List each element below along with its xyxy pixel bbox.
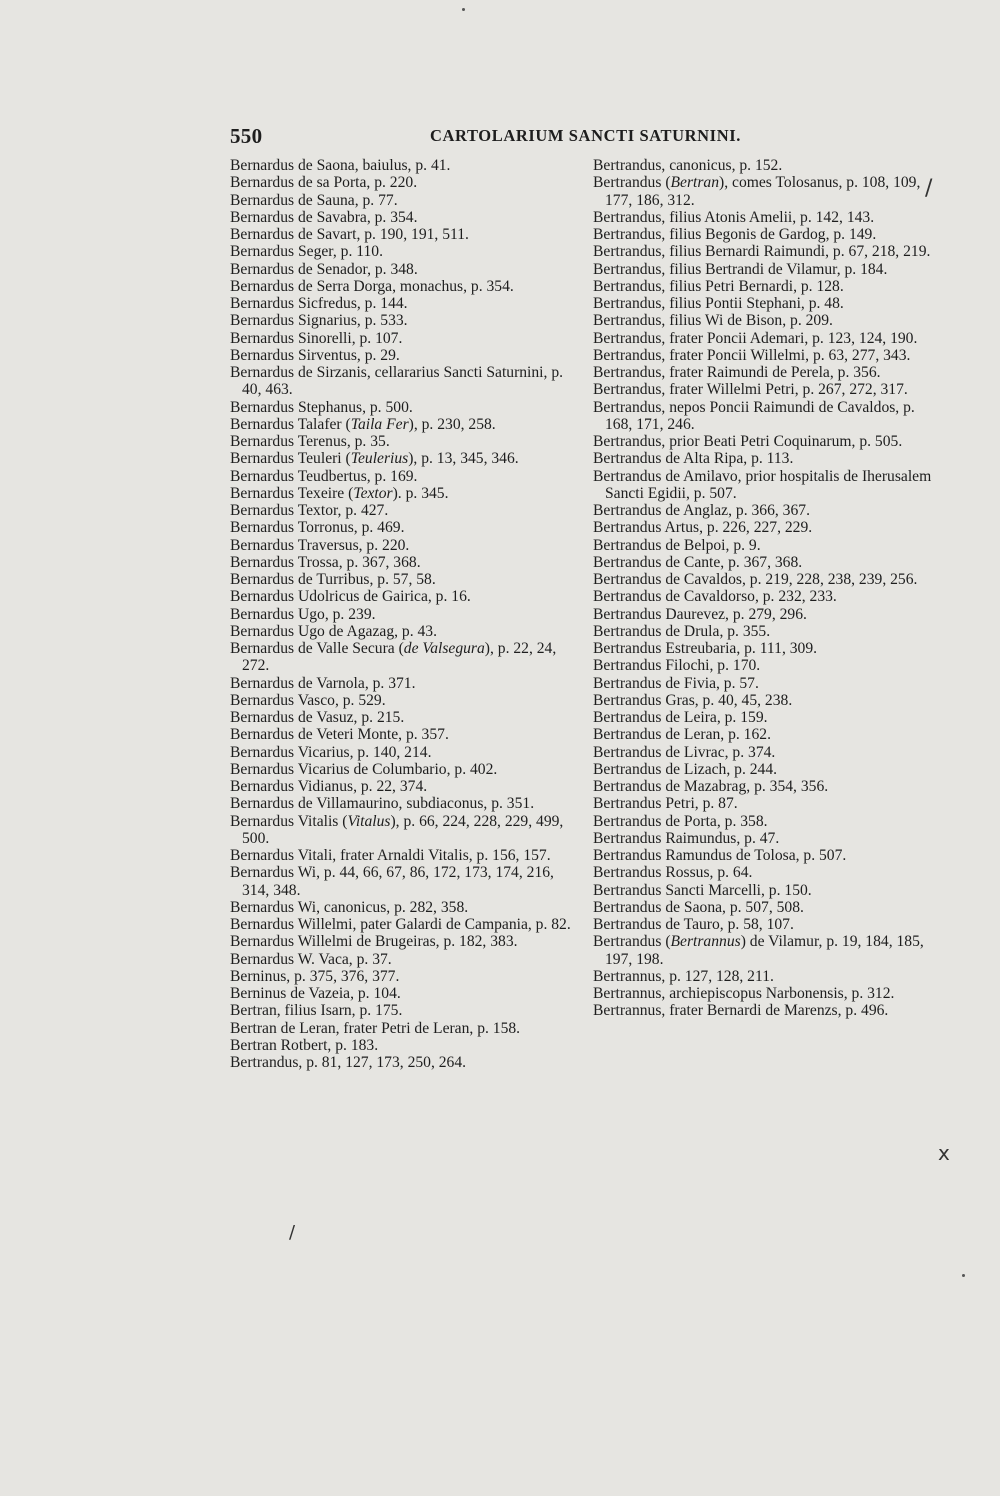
margin-check-mark: x [938, 1141, 950, 1165]
index-entry: Bertrandus de Cante, p. 367, 368. [593, 553, 803, 571]
index-entry: Bernardus de Veteri Monte, p. 357. [230, 726, 449, 744]
index-entry: Bertrannus, archiepiscopus Narbonensis, p. 312. [593, 985, 895, 1002]
index-entry: Bernardus Seger, p. 110. [230, 243, 383, 261]
index-entry: Bernardus de Villamaurino, subdiaconus, p. 351. [230, 795, 535, 813]
index-entry: Bertrandus de Tauro, p. 58, 107. [593, 916, 794, 933]
index-entry: Bertrandus, filius Petri Bernardi, p. 128. [593, 277, 844, 295]
index-entry: Bernardus Trossa, p. 367, 368. [230, 553, 421, 571]
index-entry: Bernardus Sirventus, p. 29. [230, 346, 400, 364]
index-entry: Bernardus de Senador, p. 348. [230, 260, 418, 278]
index-entry: Bernardus Sinorelli, p. 107. [230, 329, 403, 347]
index-entry: Bernardus Vicarius de Columbario, p. 402. [230, 760, 498, 778]
speck [962, 1274, 965, 1277]
index-entry: Bernardus Ugo de Agazag, p. 43. [230, 622, 437, 640]
index-entry: Bertrandus, p. 81, 127, 173, 250, 264. [230, 1054, 467, 1071]
index-entry: Bertrandus, filius Pontii Stephani, p. 48. [593, 295, 844, 312]
index-entry: Bertrandus de Belpoi, p. 9. [593, 536, 761, 554]
index-entry: Bernardus Willelmi de Brugeiras, p. 182, 383. [230, 933, 518, 951]
index-entry: Bernardus Talafer (Taila Fer), p. 230, 258. [230, 415, 496, 433]
index-entry: Bertrandus de Leran, p. 162. [593, 726, 771, 744]
index-entry: Bernardus Textor, p. 427. [230, 502, 389, 519]
index-entry: Bernardus de Savabra, p. 354. [230, 208, 418, 226]
index-entry: Bertrandus, frater Poncii Willelmi, p. 63, 277, 343. [593, 346, 911, 364]
index-entry: Bertrandus, nepos Poncii Raimundi de Cavaldos, p. 168, 171, 246. [593, 398, 915, 433]
index-entry: Bertrandus Sancti Marcelli, p. 150. [593, 881, 812, 899]
index-entry: Bernardus de Sirzanis, cellararius Sancti Saturnini, p. 40, 463. [230, 364, 564, 399]
index-entry: Bertrandus de Fivia, p. 57. [593, 674, 759, 692]
index-entry: Bertrandus (Bertrannus) de Vilamur, p. 19, 184, 185, 197, 198. [593, 933, 924, 968]
index-entry: Bertrandus de Saona, p. 507, 508. [593, 898, 804, 916]
index-entry: Bernardus Stephanus, p. 500. [230, 398, 413, 416]
index-entry: Bernardus Vasco, p. 529. [230, 691, 386, 709]
index-entry: Bertrandus Rossus, p. 64. [593, 864, 753, 882]
index-entry: Bertrandus de Porta, p. 358. [593, 812, 768, 830]
index-entry: Bernardus Torronus, p. 469. [230, 519, 405, 537]
index-entry: Bertrandus, filius Wi de Bison, p. 209. [593, 312, 833, 330]
index-entry: Bertrandus Artus, p. 226, 227, 229. [593, 519, 813, 537]
index-entry: Bertrandus Daurevez, p. 279, 296. [593, 605, 807, 623]
page-number: 550 [230, 124, 263, 148]
index-entry: Bernardus de Sauna, p. 77. [230, 191, 398, 209]
index-entry: Bertrandus de Anglaz, p. 366, 367. [593, 502, 810, 519]
index-entry: Bernardus Udolricus de Gairica, p. 16. [230, 588, 471, 606]
running-title: CARTOLARIUM SANCTI SATURNINI. [430, 126, 741, 145]
index-entry: Bernardus de Vasuz, p. 215. [230, 709, 405, 726]
index-entry: Berninus, p. 375, 376, 377. [230, 967, 400, 985]
index-entry: Bertrandus, filius Begonis de Gardog, p. 149. [593, 226, 877, 243]
index-entry: Bertrandus, prior Beati Petri Coquinarum, p. 505. [593, 433, 903, 450]
index-column-left [230, 157, 575, 1071]
stray-pencil-mark: / [289, 1222, 296, 1243]
index-entry: Bertrandus, frater Willelmi Petri, p. 267, 272, 317. [593, 381, 908, 399]
index-entry: Bernardus Vitali, frater Arnaldi Vitalis, p. 156, 157. [230, 847, 551, 864]
index-entry: Bertrannus, frater Bernardi de Marenzs, p. 496. [593, 1002, 889, 1020]
index-entry: Bernardus Wi, canonicus, p. 282, 358. [230, 898, 469, 916]
index-entry: Bertrandus, frater Poncii Ademari, p. 123, 124, 190. [593, 329, 918, 347]
index-entry: Bernardus Teudbertus, p. 169. [230, 467, 418, 485]
index-entry: Bertrandus Gras, p. 40, 45, 238. [593, 691, 793, 709]
index-entry: Bertrandus de Lizach, p. 244. [593, 760, 778, 778]
index-entry: Bernardus Willelmi, pater Galardi de Campania, p. 82. [230, 916, 571, 933]
index-entry: Bernardus de Valle Secura (de Valsegura), p. 22, 24, 272. [230, 640, 557, 675]
index-entry: Bertrandus Estreubaria, p. 111, 309. [593, 640, 818, 657]
index-entry: Bernardus Texeire (Textor). p. 345. [230, 484, 449, 502]
index-entry: Bertrandus, filius Bernardi Raimundi, p. 67, 218, 219. [593, 243, 931, 261]
margin-pencil-mark: / [925, 176, 933, 201]
index-entry: Bertrandus de Cavaldos, p. 219, 228, 238, 239, 256. [593, 571, 918, 588]
index-entry: Bertrandus de Drula, p. 355. [593, 622, 771, 640]
index-entry: Bertrandus, filius Atonis Amelii, p. 142, 143. [593, 208, 875, 226]
index-entry: Bernardus Vidianus, p. 22, 374. [230, 778, 428, 795]
index-entry: Bernardus W. Vaca, p. 37. [230, 950, 392, 968]
index-entry: Bernardus de Saona, baiulus, p. 41. [230, 157, 451, 174]
index-entry: Bertrandus, filius Bertrandi de Vilamur, p. 184. [593, 260, 888, 278]
page-header [230, 124, 930, 152]
index-entry: Berninus de Vazeia, p. 104. [230, 985, 401, 1002]
index-entry: Bernardus Wi, p. 44, 66, 67, 86, 172, 173, 174, 216, 314, 348. [230, 864, 554, 899]
index-entry: Bertrandus de Cavaldorso, p. 232, 233. [593, 588, 837, 606]
index-entry: Bertrannus, p. 127, 128, 211. [593, 967, 774, 985]
index-entry: Bernardus Signarius, p. 533. [230, 312, 408, 330]
index-entry: Bernardus Traversus, p. 220. [230, 536, 410, 554]
index-entry: Bertrandus, canonicus, p. 152. [593, 157, 783, 174]
index-entry: Bertrandus de Mazabrag, p. 354, 356. [593, 778, 829, 795]
speck [462, 8, 465, 11]
index-entry: Bertrandus Petri, p. 87. [593, 795, 738, 813]
index-entry: Bertrandus de Amilavo, prior hospitalis de Iherusalem Sancti Egidii, p. 507. [593, 467, 932, 502]
index-entry: Bertran, filius Isarn, p. 175. [230, 1002, 403, 1020]
index-entry: Bertrandus, frater Raimundi de Perela, p. 356. [593, 364, 881, 381]
index-entry: Bernardus Sicfredus, p. 144. [230, 295, 408, 312]
index-entry: Bertrandus Ramundus de Tolosa, p. 507. [593, 847, 847, 864]
index-entry: Bertrandus Raimundus, p. 47. [593, 829, 780, 847]
index-entry: Bernardus de sa Porta, p. 220. [230, 174, 418, 192]
index-entry: Bernardus Vicarius, p. 140, 214. [230, 743, 432, 761]
index-entry: Bernardus Terenus, p. 35. [230, 433, 390, 450]
index-entry: Bernardus Teuleri (Teulerius), p. 13, 345, 346. [230, 450, 519, 468]
index-entry: Bertrandus de Alta Ripa, p. 113. [593, 450, 794, 468]
index-entry: Bernardus Ugo, p. 239. [230, 605, 376, 623]
index-entry: Bertran de Leran, frater Petri de Leran, p. 158. [230, 1019, 521, 1037]
index-entry: Bernardus de Savart, p. 190, 191, 511. [230, 226, 469, 243]
index-entry: Bertrandus (Bertran), comes Tolosanus, p. 108, 109, 177, 186, 312. [593, 174, 921, 209]
index-entry: Bertran Rotbert, p. 183. [230, 1036, 379, 1054]
index-entry: Bernardus de Varnola, p. 371. [230, 674, 416, 692]
index-column-right [593, 157, 938, 1020]
index-entry: Bernardus de Turribus, p. 57, 58. [230, 571, 436, 588]
index-entry: Bernardus de Serra Dorga, monachus, p. 354. [230, 277, 514, 295]
index-entry: Bertrandus Filochi, p. 170. [593, 657, 761, 675]
index-entry: Bertrandus de Leira, p. 159. [593, 709, 768, 726]
index-entry: Bernardus Vitalis (Vitalus), p. 66, 224, 228, 229, 499, 500. [230, 812, 564, 847]
index-entry: Bertrandus de Livrac, p. 374. [593, 743, 776, 761]
